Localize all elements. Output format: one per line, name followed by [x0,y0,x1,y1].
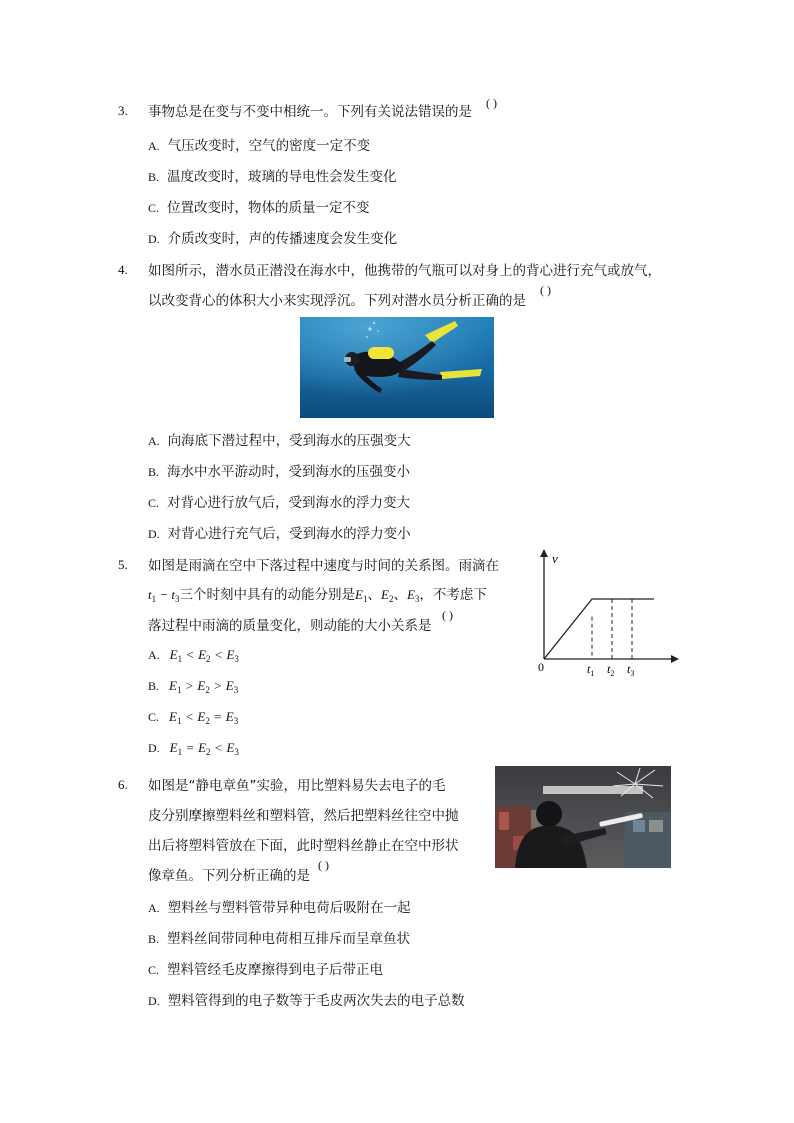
q3-answer-paren: ( ) [486,96,497,110]
q3-option-a: A. 气压改变时，空气的密度一定不变 [148,138,371,154]
origin-label: 0 [538,660,544,674]
q5-option-a: A. $E_1 < E_2 < E_3$ [148,647,239,664]
q4-answer-paren: ( ) [540,283,551,297]
diver-photo [300,317,494,418]
y-axis-arrow [540,549,548,557]
q4-option-c: C. 对背心进行放气后，受到海水的浮力变大 [148,495,411,511]
q6-option-c: C. 塑料管经毛皮摩擦得到电子后带正电 [148,962,384,978]
q3-option-c: C. 位置改变时，物体的质量一定不变 [148,200,370,216]
q3-option-d: D. 介质改变时，声的传播速度会发生变化 [148,231,398,247]
q4-stem-line2: 以改变背心的体积大小来实现浮沉。下列对潜水员分析正确的是 [148,293,526,309]
q6-number: 6. [118,777,128,792]
t-range-start: $t_1$ [148,587,157,604]
static-octopus-illustration [495,766,671,868]
q6-option-a: A. 塑料丝与塑料管带异种电荷后吸附在一起 [148,900,411,916]
t2-tick-label: $t_2$ [607,662,615,678]
q5-stem-line3: 落过程中雨滴的质量变化，则动能的大小关系是 [148,618,432,634]
velocity-time-graph [530,545,690,680]
q5-option-d: D. $E_1 = E_2 < E_3$ [148,740,239,757]
q3-option-b: B. 温度改变时，玻璃的导电性会发生变化 [148,169,397,185]
t3-tick-label: $t_3$ [627,662,635,678]
q6-stem-line3: 出后将塑料管放在下面，此时塑料丝静止在空中形状 [148,838,459,854]
q6-option-d: D. 塑料管得到的电子数等于毛皮两次失去的电子总数 [148,993,465,1009]
q4-option-b: B. 海水中水平游动时，受到海水的压强变小 [148,464,411,480]
t-range-end: $t_3$ [171,587,180,604]
velocity-line [544,599,654,659]
q5-answer-paren: ( ) [442,608,453,622]
q6-stem-line1: 如图是“静电章鱼”实验，用比塑料易失去电子的毛 [148,778,446,794]
q5-stem-line2: $t_1 - t_3$三个时刻中具有的动能分别是$E_1$、$E_2$、$E_3$，不考虑下 [148,587,487,604]
q4-stem-line1: 如图所示，潜水员正潜没在海水中，他携带的气瓶可以对身上的背心进行充气或放气， [148,263,661,279]
t1-tick-label: $t_1$ [587,662,595,678]
static-octopus-photo [495,766,671,868]
q6-stem-line2: 皮分别摩擦塑料丝和塑料管，然后把塑料丝往空中抛 [148,808,459,824]
diver-illustration [300,317,494,418]
q5-option-b: B. $E_1 > E_2 > E_3$ [148,678,239,695]
q6-stem-line4: 像章鱼。下列分析正确的是 [148,868,310,884]
e1-symbol: $E_1$ [355,587,368,604]
q4-option-d: D. 对背心进行充气后，受到海水的浮力变小 [148,526,411,542]
q6-option-b: B. 塑料丝间带同种电荷相互排斥而呈章鱼状 [148,931,411,947]
q5-stem-line1: 如图是雨滴在空中下落过程中速度与时间的关系图。雨滴在 [148,558,499,574]
e3-symbol: $E_3$ [406,587,420,604]
q3-stem: 事物总是在变与不变中相统一。下列有关说法错误的是 [148,104,472,120]
q6-answer-paren: ( ) [318,858,329,872]
q4-number: 4. [118,262,128,277]
q3-number: 3. [118,103,128,118]
e2-symbol: $E_2$ [380,587,394,604]
q5-option-c: C. $E_1 < E_2 = E_3$ [148,709,239,726]
x-axis-arrow [671,655,679,663]
q5-number: 5. [118,557,128,572]
v-axis-label: v [552,551,558,566]
q4-option-a: A. 向海底下潜过程中，受到海水的压强变大 [148,433,411,449]
